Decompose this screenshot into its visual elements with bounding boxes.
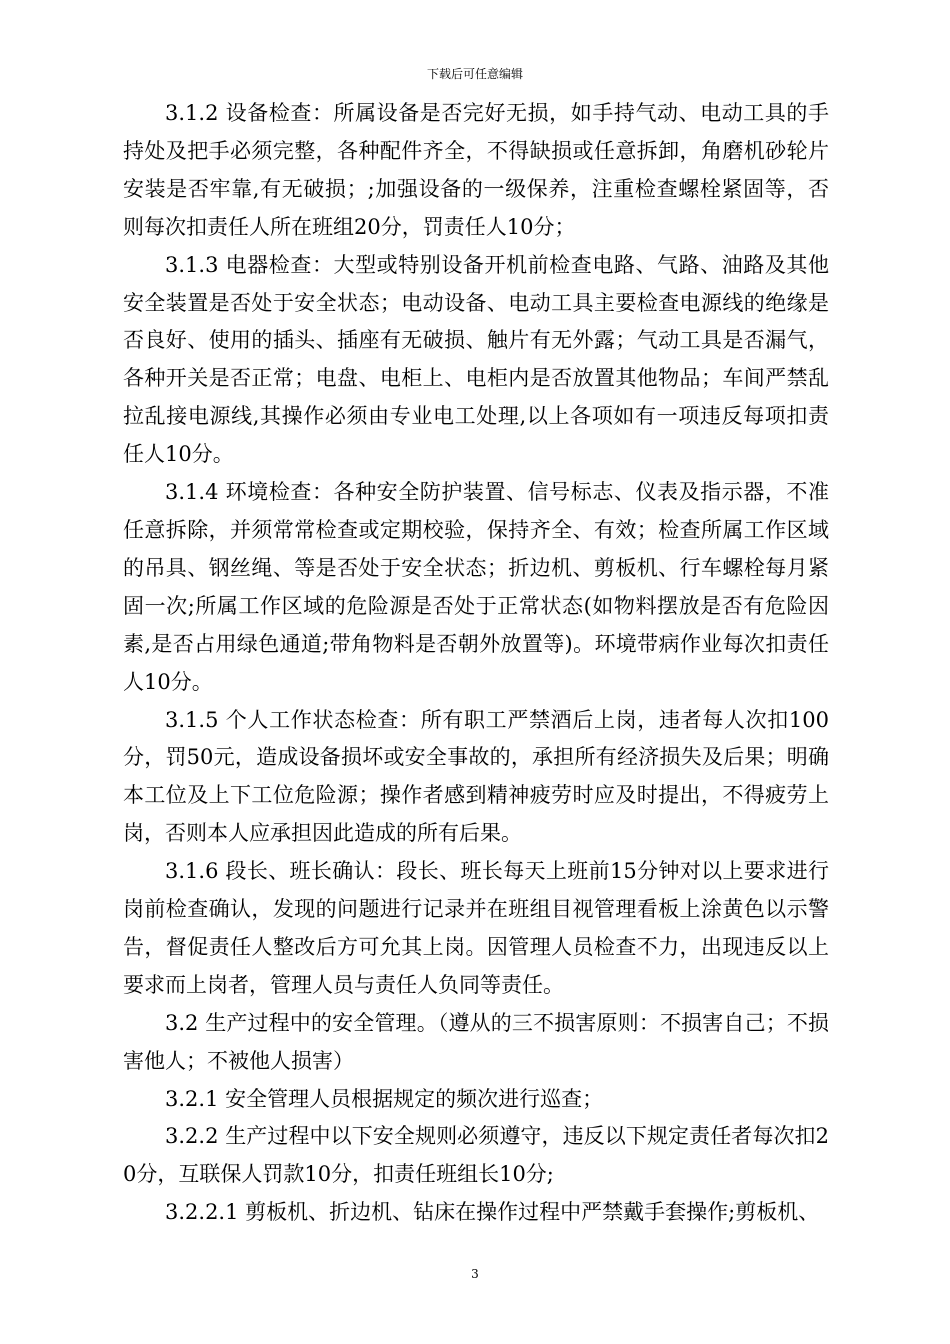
paragraph-3-2-2: 3.2.2 生产过程中以下安全规则必须遵守，违反以下规定责任者每次扣20分，互联保人罚款10分，扣责任班组长10分; — [123, 1124, 829, 1187]
paragraph-3-1-5: 3.1.5 个人工作状态检查：所有职工严禁酒后上岗，违者每人次扣100分，罚50元，造成设备损坏或安全事故的，承担所有经济损失及后果；明确本工位及上下工位危险源；操作者感到精神疲劳时应及时提出，不得疲劳上岗，否则本人应承担因此造成的所有后果。 — [123, 707, 829, 846]
document-body — [123, 95, 829, 1232]
paragraph-3-1-4: 3.1.4 环境检查：各种安全防护装置、信号标志、仪表及指示器，不准任意拆除，并须常常检查或定期校验，保持齐全、有效；检查所属工作区域的吊具、钢丝绳、等是否处于安全状态；折边机、剪板机、行车螺栓每月紧固一次;所属工作区域的危险源是否处于正常状态(如物料摆放是否有危险因素,是否占用绿色通道;带角物料是否朝外放置等)。环境带病作业每次扣责任人10分。 — [123, 480, 829, 694]
paragraph-3-1-3: 3.1.3 电器检查：大型或特别设备开机前检查电路、气路、油路及其他安全装置是否处于安全状态；电动设备、电动工具主要检查电源线的绝缘是否良好、使用的插头、插座有无破损、触片有无外露；气动工具是否漏气，各种开关是否正常；电盘、电柜上、电柜内是否放置其他物品；车间严禁乱拉乱接电源线,其操作必须由专业电工处理,以上各项如有一项违反每项扣责任人10分。 — [123, 252, 829, 467]
page-number: 3 — [471, 1267, 479, 1281]
paragraph-3-1-2: 3.1.2 设备检查：所属设备是否完好无损，如手持气动、电动工具的手持处及把手必须完整，各种配件齐全，不得缺损或任意拆卸，角磨机砂轮片安装是否牢靠,有无破损；;加强设备的一级保养，注重检查螺栓紧固等，否则每次扣责任人所在班组20分，罚责任人10分； — [123, 101, 829, 239]
paragraph-3-2-2-1: 3.2.2.1 剪板机、折边机、钻床在操作过程中严禁戴手套操作;剪板机、 — [165, 1200, 820, 1225]
paragraph-3-1-6: 3.1.6 段长、班长确认：段长、班长每天上班前15分钟对以上要求进行岗前检查确认，发现的问题进行记录并在班组目视管理看板上涂黄色以示警告，督促责任人整改后方可允其上岗。因管理人员检查不力，出现违反以上要求而上岗者，管理人员与责任人负同等责任。 — [123, 859, 829, 997]
paragraph-3-2-1: 3.2.1 安全管理人员根据规定的频次进行巡查； — [165, 1086, 604, 1111]
paragraph-3-2: 3.2 生产过程中的安全管理。（遵从的三不损害原则：不损害自己；不损害他人；不被他人损害） — [123, 1010, 829, 1073]
page-header-note: 下载后可任意编辑 — [426, 67, 523, 81]
